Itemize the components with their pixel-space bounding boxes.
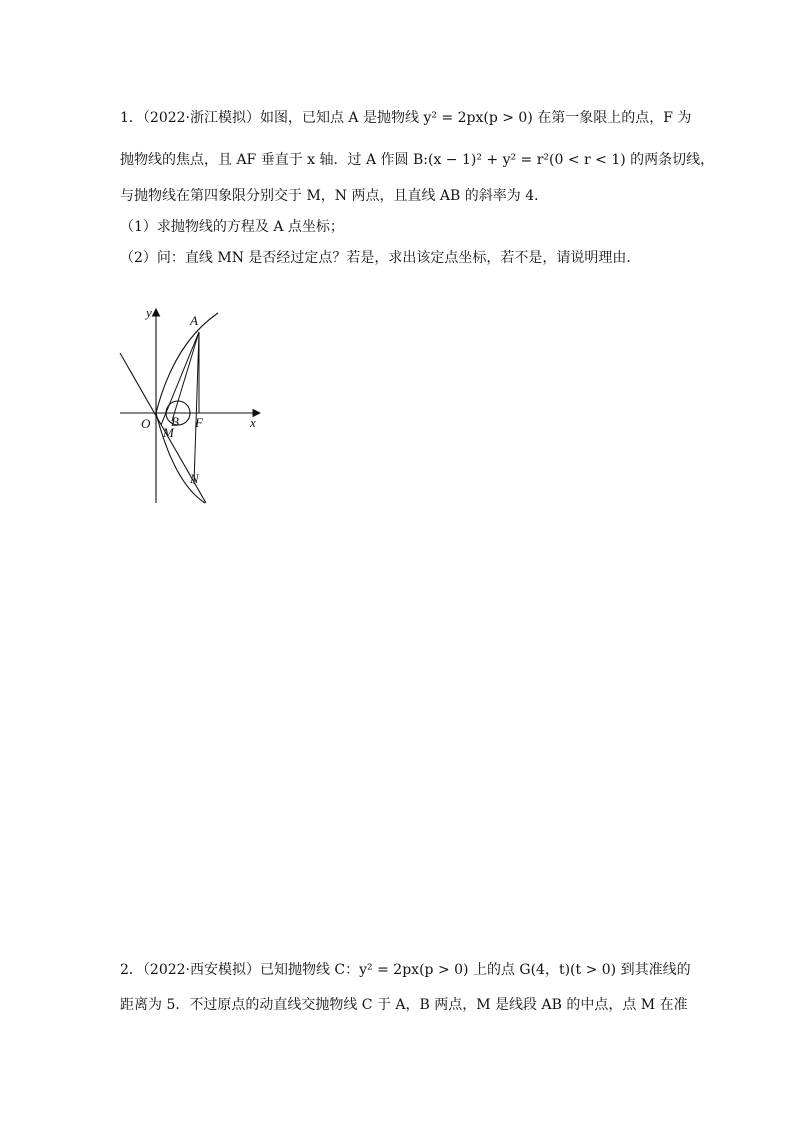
line-am [161, 332, 199, 425]
label-a: A [190, 313, 198, 328]
problem2-line2: 距离为 5．不过原点的动直线交抛物线 C 于 A，B 两点，M 是线段 AB 的中点，点 M 在准 [120, 997, 688, 1013]
label-x: x [250, 415, 256, 430]
line-an [194, 332, 199, 484]
label-f: F [195, 415, 203, 430]
label-n: N [190, 471, 199, 486]
problem2-line1: 2．（2022·西安模拟）已知抛物线 C：y² = 2px(p > 0) 上的点 G(4，t)(t > 0) 到其准线的 [120, 962, 691, 978]
problem1-line3: 与抛物线在第四象限分别交于 M，N 两点，且直线 AB 的斜率为 4． [120, 188, 549, 204]
problem1-line2: 抛物线的焦点，且 AF 垂直于 x 轴．过 A 作圆 B:(x − 1)² + y² = r²(0 < r < 1) 的两条切线， [120, 152, 715, 168]
label-m: M [163, 425, 174, 440]
problem1-question1: （1）求抛物线的方程及 A 点坐标； [120, 219, 344, 235]
parabola [156, 313, 218, 503]
label-b: B [171, 414, 179, 429]
problem1-question2: （2）问：直线 MN 是否经过定点？若是，求出该定点坐标，若不是，请说明理由． [120, 250, 641, 266]
parabola-figure [114, 303, 274, 508]
label-y: y [146, 305, 152, 320]
label-o: O [141, 416, 151, 431]
problem1-line1: 1．（2022·浙江模拟）如图，已知点 A 是抛物线 y² = 2px(p > 0) 在第一象限上的点，F 为 [120, 110, 692, 126]
